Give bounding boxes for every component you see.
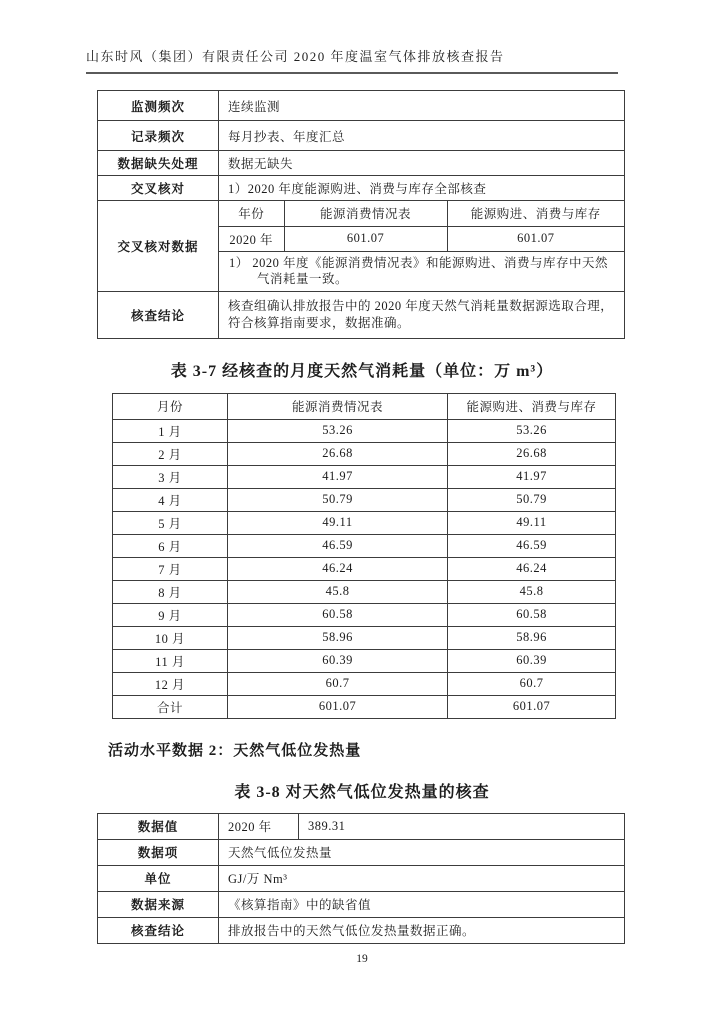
table-cell: 60.39: [448, 649, 616, 672]
sub-header-energy-purchase-stock: 能源购进、消费与库存: [447, 201, 624, 226]
table-cell: 58.96: [448, 626, 616, 649]
table-row: [113, 488, 616, 511]
column-header-energy-consumption-table: 能源消费情况表: [228, 393, 448, 419]
table-row: [113, 695, 616, 718]
row-value-data-source: 《核算指南》中的缺省值: [219, 891, 625, 917]
row-value-data-item: 天然气低位发热量: [219, 839, 625, 865]
table-cell: 10 月: [113, 626, 228, 649]
table-cell: 60.58: [228, 603, 448, 626]
row-label-cross-check: 交叉核对: [98, 176, 219, 201]
table-cell: 60.39: [228, 649, 448, 672]
table-cell: 46.24: [448, 557, 616, 580]
table-cell: 26.68: [448, 442, 616, 465]
cross-check-note: 1） 2020 年度《能源消费情况表》和能源购进、消费与库存中天然气消耗量一致。: [229, 255, 609, 286]
table-cell: 601.07: [448, 695, 616, 718]
table-cell: 46.24: [228, 557, 448, 580]
table-cell: 49.11: [448, 511, 616, 534]
table-cell: 2 月: [113, 442, 228, 465]
cross-check-data-cell: [219, 201, 625, 292]
table-row: [98, 891, 625, 917]
table-row: [98, 176, 625, 201]
row-value-record-frequency: 每月抄表、年度汇总: [219, 121, 625, 151]
table-row: [98, 865, 625, 891]
row-label-verification-conclusion: 核查结论: [98, 291, 219, 338]
row-label-data-source: 数据来源: [98, 891, 219, 917]
table-row: [113, 557, 616, 580]
sub-value-purchase-stock: 601.07: [447, 226, 624, 251]
table-cell: 11 月: [113, 649, 228, 672]
sub-value-consumption: 601.07: [284, 226, 447, 251]
table-cell: 1 月: [113, 419, 228, 442]
table-cell: 4 月: [113, 488, 228, 511]
row-value-cross-check: 1）2020 年度能源购进、消费与库存全部核查: [219, 176, 625, 201]
table-cell: 12 月: [113, 672, 228, 695]
table-cell: 53.26: [448, 419, 616, 442]
table-cell: 45.8: [448, 580, 616, 603]
sub-value-year: 2020 年: [219, 226, 284, 251]
table-row: [98, 151, 625, 176]
table-cell: 合计: [113, 695, 228, 718]
page-number: 19: [356, 952, 368, 965]
sub-header-energy-consumption-table: 能源消费情况表: [284, 201, 447, 226]
table-row: [113, 626, 616, 649]
row-value-monitoring-frequency: 连续监测: [219, 91, 625, 121]
table-cell: 50.79: [448, 488, 616, 511]
table-row: [113, 534, 616, 557]
table-header-row: [113, 393, 616, 419]
table-row: [113, 603, 616, 626]
row-label-cross-check-data: 交叉核对数据: [98, 201, 219, 292]
cross-check-summary-table: [97, 90, 625, 339]
table-row: [219, 201, 624, 226]
table-row: [219, 251, 624, 291]
row-label-missing-data-handling: 数据缺失处理: [98, 151, 219, 176]
table-cell: 6 月: [113, 534, 228, 557]
table-3-7-title: 表 3-7 经核查的月度天然气消耗量（单位：万 m³）: [170, 362, 554, 380]
row-label-record-frequency: 记录频次: [98, 121, 219, 151]
table-row: [219, 226, 624, 251]
table-row: [113, 442, 616, 465]
row-value-calorific-value: 389.31: [299, 813, 625, 839]
table-row: [113, 419, 616, 442]
row-label-monitoring-frequency: 监测频次: [98, 91, 219, 121]
table-cell: 60.58: [448, 603, 616, 626]
table-cell: 45.8: [228, 580, 448, 603]
table-row: [98, 917, 625, 943]
table-cell: 5 月: [113, 511, 228, 534]
table-row: [98, 121, 625, 151]
row-value-verification-conclusion: 核查组确认排放报告中的 2020 年度天然气消耗量数据源选取合理，符合核算指南要求，数据准确。: [219, 291, 625, 338]
activity-level-data-2-heading: 活动水平数据 2：天然气低位发热量: [108, 742, 362, 759]
cross-check-sub-table: [219, 201, 624, 291]
table-cell: 3 月: [113, 465, 228, 488]
table-cell: 601.07: [228, 695, 448, 718]
table-cell: 58.96: [228, 626, 448, 649]
row-label-data-value: 数据值: [98, 813, 219, 839]
row-value-year: 2020 年: [219, 813, 299, 839]
table-row: [113, 580, 616, 603]
table-cell: 60.7: [448, 672, 616, 695]
monthly-table-body: [113, 419, 616, 718]
column-header-month: 月份: [113, 393, 228, 419]
table-cell: 46.59: [228, 534, 448, 557]
report-header-title: 山东时风（集团）有限责任公司 2020 年度温室气体排放核查报告: [86, 46, 618, 74]
table-row: [98, 91, 625, 121]
table-row: [98, 291, 625, 338]
table-row: [113, 465, 616, 488]
table-3-8-title: 表 3-8 对天然气低位发热量的核查: [234, 783, 490, 801]
table-cell: 9 月: [113, 603, 228, 626]
table-row-cross-check-data: [98, 201, 625, 292]
table-row: [98, 813, 625, 839]
calorific-value-verification-table: [97, 813, 625, 944]
row-value-verification-conclusion-2: 排放报告中的天然气低位发热量数据正确。: [219, 917, 625, 943]
table-cell: 7 月: [113, 557, 228, 580]
table-row: [113, 649, 616, 672]
table-row: [113, 672, 616, 695]
table-cell: 41.97: [448, 465, 616, 488]
table-cell: 41.97: [228, 465, 448, 488]
table-row: [98, 839, 625, 865]
table-cell: 60.7: [228, 672, 448, 695]
row-label-verification-conclusion-2: 核查结论: [98, 917, 219, 943]
table-cell: 46.59: [448, 534, 616, 557]
row-value-missing-data-handling: 数据无缺失: [219, 151, 625, 176]
table-cell: 53.26: [228, 419, 448, 442]
table-cell: 8 月: [113, 580, 228, 603]
row-value-unit: GJ/万 Nm³: [219, 865, 625, 891]
column-header-energy-purchase-stock: 能源购进、消费与库存: [448, 393, 616, 419]
row-label-unit: 单位: [98, 865, 219, 891]
sub-header-year: 年份: [219, 201, 284, 226]
table-cell: 49.11: [228, 511, 448, 534]
table-cell: 26.68: [228, 442, 448, 465]
table-row: [113, 511, 616, 534]
monthly-gas-consumption-table: [112, 393, 616, 719]
row-label-data-item: 数据项: [98, 839, 219, 865]
table-cell: 50.79: [228, 488, 448, 511]
